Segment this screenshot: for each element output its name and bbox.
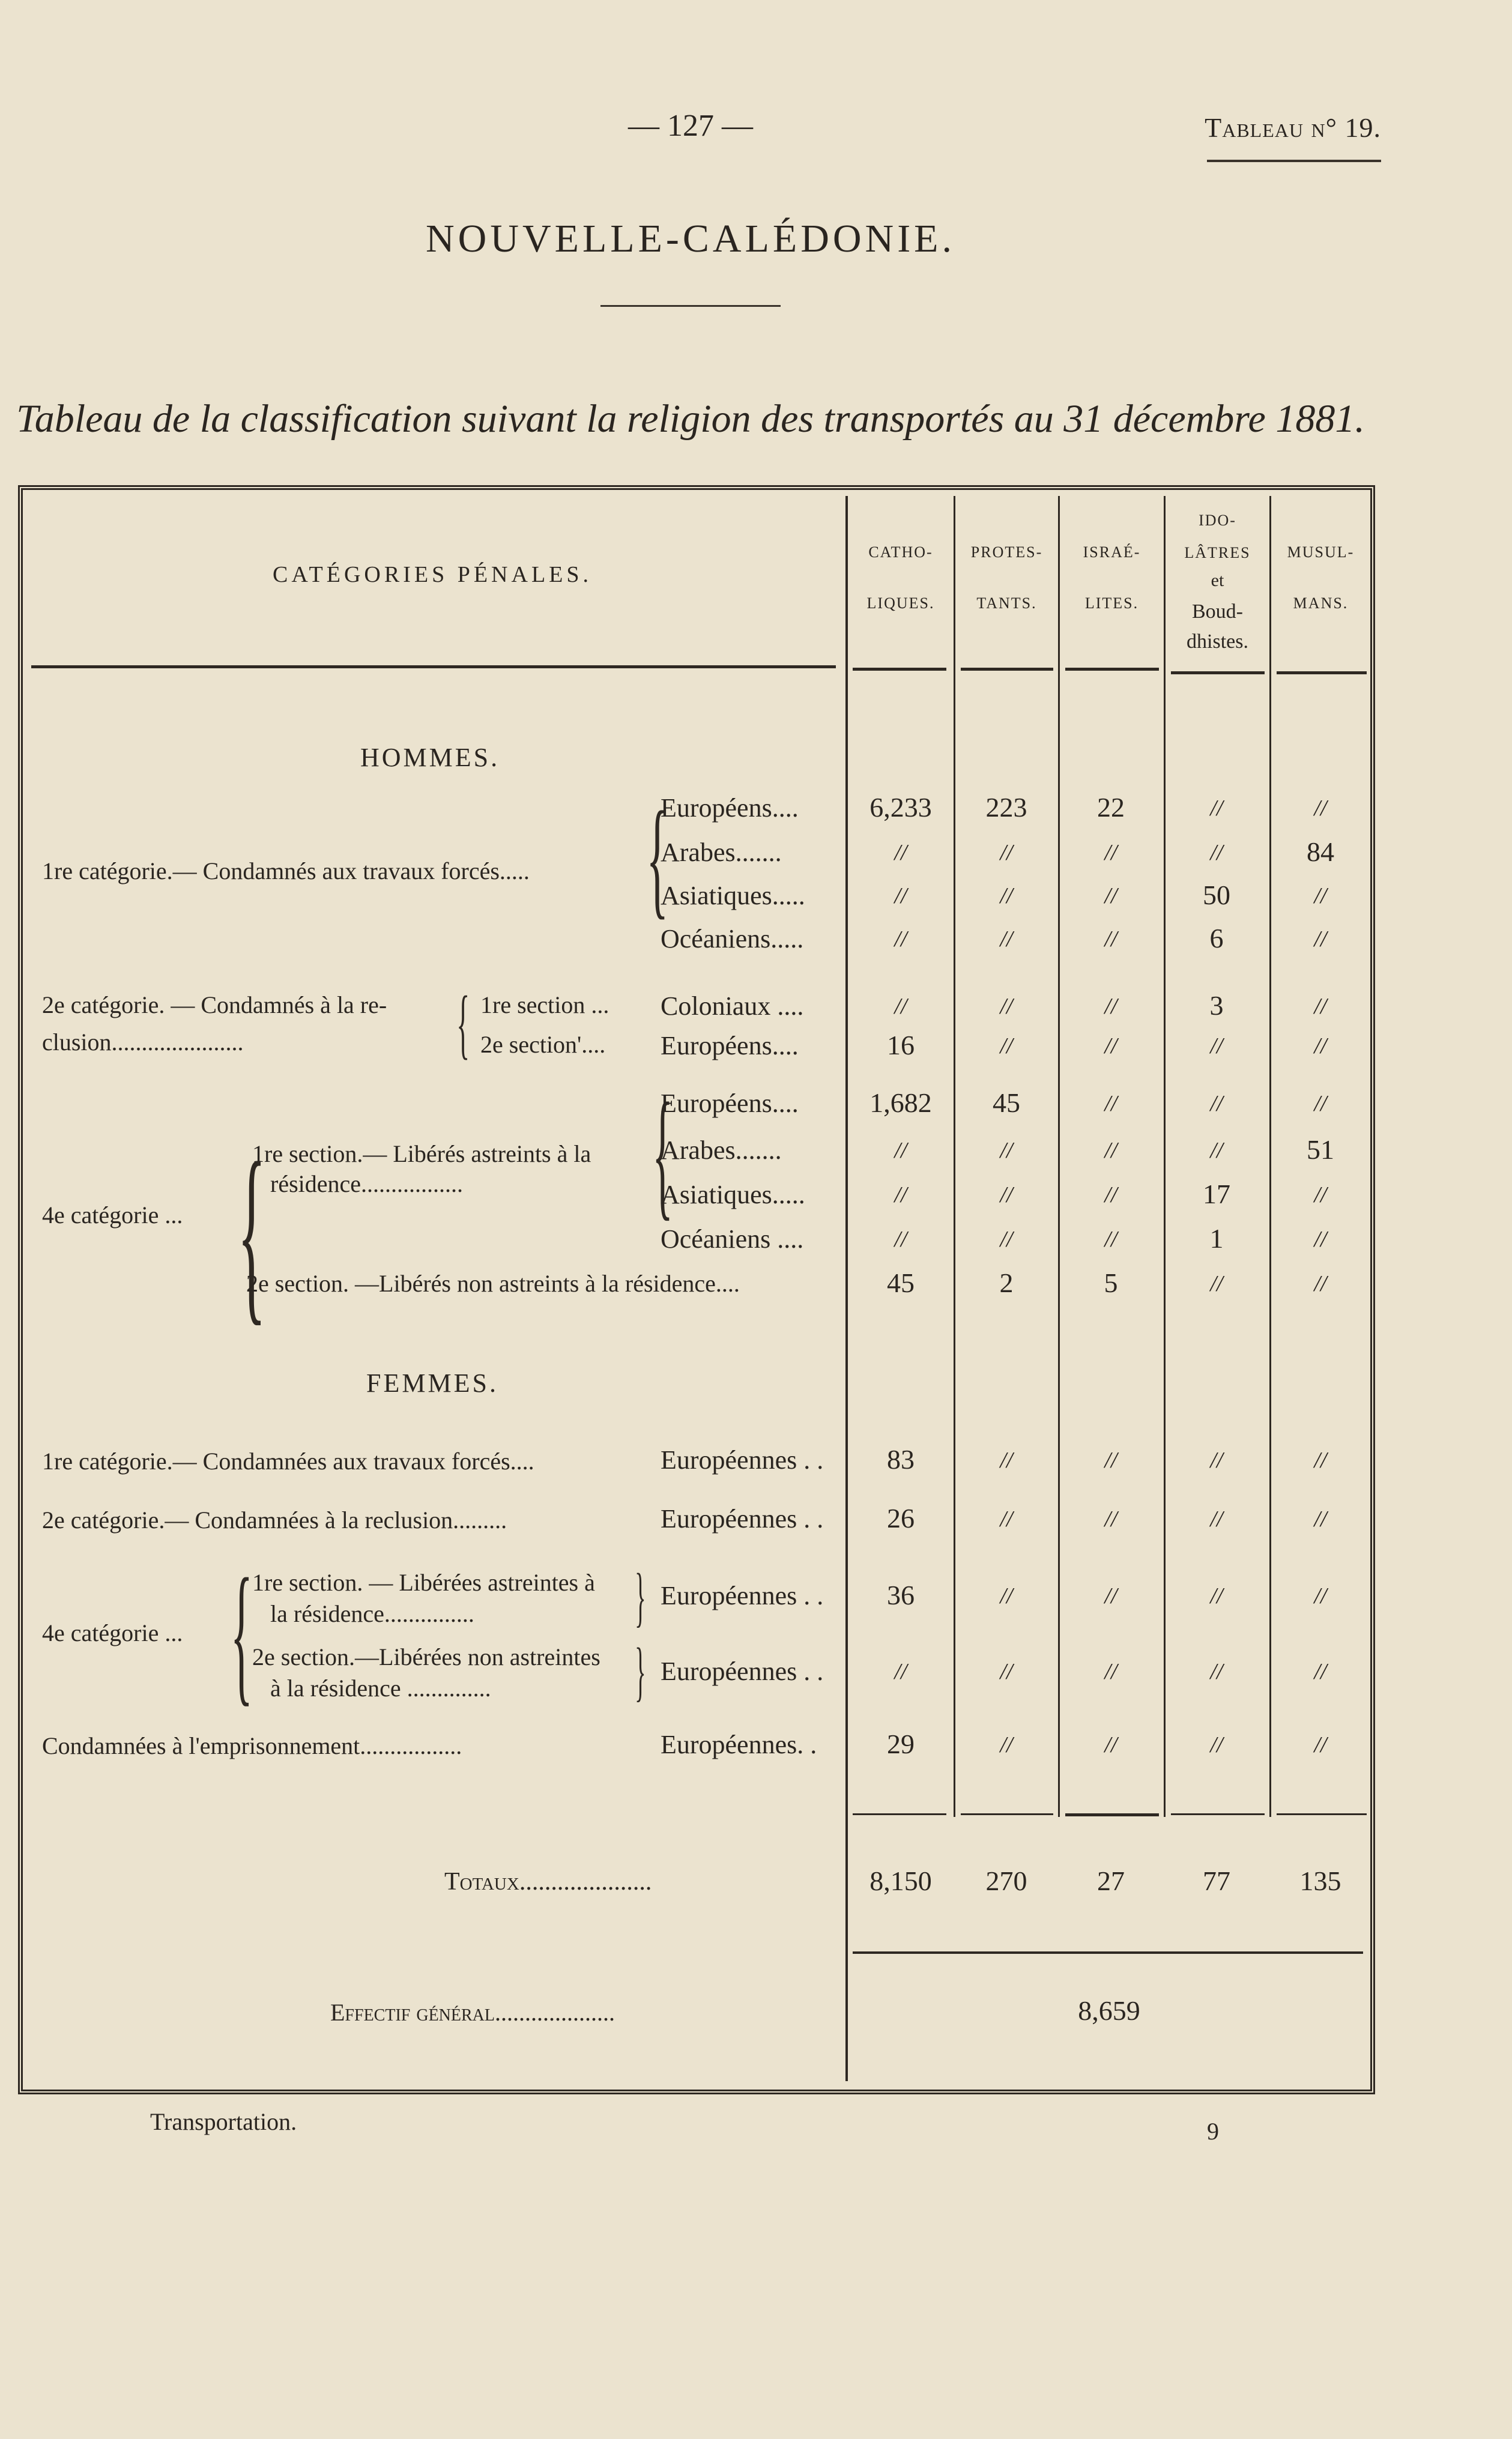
table-cell-r15-c2: //: [1104, 1732, 1117, 1757]
table-cell-r4-c4: //: [1314, 994, 1327, 1019]
total-rule-1: [853, 1813, 946, 1815]
table-cell-r12-c3: //: [1210, 1507, 1223, 1532]
hommes-cat2-origin-1: Coloniaux ....: [661, 991, 804, 1021]
col-header-idolatres-3: et: [1211, 570, 1224, 590]
page-number-line: — 127 —: [628, 109, 753, 143]
table-cell-r3-c4: //: [1314, 926, 1327, 952]
table-cell-r5-c1: //: [1000, 1033, 1013, 1059]
table-cell-r0-c1: 223: [985, 792, 1027, 823]
col-header-israelites-1: ISRAÉ-: [1083, 543, 1141, 561]
table-cell-r10-c4: //: [1314, 1271, 1327, 1296]
table-cell-r0-c0: 6,233: [869, 792, 932, 823]
hommes-cat2-origin-2: Européens....: [661, 1031, 799, 1060]
table-cell-r1-c3: //: [1210, 840, 1223, 865]
effectif-rule: [853, 1951, 1363, 1954]
table-cell-r9-c0: //: [894, 1227, 907, 1252]
table-cell-r3-c0: //: [894, 926, 907, 952]
table-cell-r8-c4: //: [1314, 1182, 1327, 1207]
total-rule-4: [1171, 1813, 1265, 1815]
table-cell-r5-c3: //: [1210, 1033, 1223, 1059]
table-cell-r7-c0: //: [894, 1138, 907, 1163]
table-cell-r4-c0: //: [894, 994, 907, 1019]
table-cell-r11-c2: //: [1104, 1448, 1117, 1473]
table-cell-r9-c4: //: [1314, 1227, 1327, 1252]
femmes-cat4-label: 4e catégorie ...: [42, 1619, 183, 1646]
table-cell-r13-c0: 36: [887, 1580, 915, 1610]
table-cell-r14-c1: //: [1000, 1659, 1013, 1684]
table-cell-r2-c1: //: [1000, 883, 1013, 908]
table-cell-r7-c3: //: [1210, 1138, 1223, 1163]
header-rule-cat: [31, 665, 836, 668]
hommes-cat2-section-2: 2e section'....: [480, 1031, 606, 1058]
table-cell-r12-c2: //: [1104, 1507, 1117, 1532]
hommes-cat1-origin-2: Arabes.......: [661, 838, 782, 867]
hommes-cat4-brace: {: [237, 1123, 266, 1342]
table-cell-r10-c0: 45: [887, 1268, 915, 1298]
table-cell-r14-c0: //: [894, 1659, 907, 1684]
hommes-cat1-origin-3: Asiatiques.....: [661, 881, 805, 910]
table-cell-r9-c1: //: [1000, 1227, 1013, 1252]
table-cell-r16-c0: 8,150: [869, 1866, 932, 1896]
table-cell-r16-c1: 270: [985, 1866, 1027, 1896]
header-rule-3: [1065, 668, 1159, 671]
table-cell-r12-c1: //: [1000, 1507, 1013, 1532]
femmes-cat4-s1-2: la résidence...............: [270, 1600, 474, 1627]
table-cell-r16-c4: 135: [1299, 1866, 1341, 1896]
col-header-protestants-1: PROTES-: [970, 543, 1043, 561]
hommes-cat4-section1-2: résidence.................: [270, 1170, 464, 1197]
femmes-cat4-s1-1: 1re section. — Libérées astreintes à: [252, 1569, 595, 1596]
table-cell-r14-c2: //: [1104, 1659, 1117, 1684]
table-cell-r1-c0: //: [894, 840, 907, 865]
table-cell-r1-c1: //: [1000, 840, 1013, 865]
table-cell-r5-c4: //: [1314, 1033, 1327, 1059]
col-header-musulmans-2: MANS.: [1293, 594, 1349, 612]
table-cell-r3-c3: 6: [1209, 923, 1224, 954]
table-cell-r4-c1: //: [1000, 994, 1013, 1019]
hommes-cat4-label: 4e catégorie ...: [42, 1201, 183, 1229]
femmes-cat4-s2-brace: {: [635, 1634, 646, 1708]
table-cell-r5-c0: 16: [887, 1030, 915, 1060]
header-rule-2: [961, 668, 1053, 671]
table-cell-r3-c2: //: [1104, 926, 1117, 952]
table-cell-r0-c2: 22: [1097, 792, 1125, 823]
femmes-emprisonnement-label: Condamnées à l'emprisonnement.................: [42, 1732, 462, 1759]
col-header-idolatres-5: dhistes.: [1187, 630, 1248, 653]
header-rule-5: [1277, 671, 1367, 674]
col-header-catholiques-2: LIQUES.: [866, 594, 935, 612]
hommes-cat1-brace: {: [646, 784, 669, 931]
header-rule-1: [853, 668, 946, 671]
hommes-cat1-origin-4: Océaniens.....: [661, 924, 804, 954]
total-rule-2: [961, 1813, 1053, 1815]
table-cell-r14-c4: //: [1314, 1659, 1327, 1684]
section-heading-femmes: FEMMES.: [366, 1368, 498, 1398]
table-cell-r0-c4: //: [1314, 796, 1327, 821]
table-cell-r10-c1: 2: [999, 1268, 1014, 1298]
table-cell-r11-c4: //: [1314, 1448, 1327, 1473]
page-number: 127: [667, 109, 714, 143]
femmes-cat4-s2-2: à la résidence ..............: [270, 1675, 491, 1702]
table-cell-r2-c3: 50: [1203, 880, 1230, 910]
footer-left: Transportation.: [150, 2108, 297, 2135]
table-cell-r9-c2: //: [1104, 1227, 1117, 1252]
femmes-cat4-s1-origin: Européennes . .: [661, 1581, 824, 1610]
femmes-cat1-origin: Européennes . .: [661, 1445, 824, 1475]
col-header-categories: CATÉGORIES PÉNALES.: [272, 562, 593, 587]
table-cell-r12-c0: 26: [887, 1503, 915, 1534]
table-label: Tableau n° 19.: [1205, 112, 1381, 143]
table-cell-r13-c1: //: [1000, 1583, 1013, 1609]
table-cell-r1-c2: //: [1104, 840, 1117, 865]
table-cell-r15-c3: //: [1210, 1732, 1223, 1757]
hommes-cat4-origin-4: Océaniens ....: [661, 1224, 804, 1254]
main-title: NOUVELLE-CALÉDONIE.: [426, 217, 955, 261]
table-cell-r13-c2: //: [1104, 1583, 1117, 1609]
table-cell-r3-c1: //: [1000, 926, 1013, 952]
table-cell-r11-c3: //: [1210, 1448, 1223, 1473]
table-cell-r1-c4: 84: [1307, 836, 1334, 867]
table-cell-r16-c2: 27: [1097, 1866, 1125, 1896]
table-cell-r8-c0: //: [894, 1182, 907, 1207]
header-rule-4: [1171, 671, 1265, 674]
table-cell-r4-c2: //: [1104, 994, 1117, 1019]
table-cell-r6-c4: //: [1314, 1091, 1327, 1116]
table-cell-r2-c4: //: [1314, 883, 1327, 908]
hommes-cat4-section1-1: 1re section.— Libérés astreints à la: [252, 1140, 591, 1167]
femmes-cat2-label: 2e catégorie.— Condamnées à la reclusion.........: [42, 1507, 507, 1534]
table-cell-r5-c2: //: [1104, 1033, 1117, 1059]
footer-right: 9: [1207, 2118, 1219, 2145]
femmes-cat2-origin: Européennes . .: [661, 1504, 824, 1534]
table-cell-r15-c0: 29: [887, 1729, 915, 1759]
table-cell-r10-c3: //: [1210, 1271, 1223, 1296]
table-cell-r7-c2: //: [1104, 1138, 1117, 1163]
total-rule-5: [1277, 1813, 1367, 1815]
table-cell-r6-c1: 45: [993, 1087, 1020, 1118]
femmes-cat4-s2-1: 2e section.—Libérées non astreintes: [252, 1643, 600, 1670]
section-heading-hommes: HOMMES.: [360, 743, 500, 772]
femmes-cat4-s2-origin: Européennes . .: [661, 1657, 824, 1686]
totaux-label: Totaux.....................: [444, 1868, 652, 1896]
table-cell-r0-c3: //: [1210, 796, 1223, 821]
col-header-idolatres-1: IDO-: [1199, 512, 1236, 529]
hommes-cat4-origin-1: Européens....: [661, 1089, 799, 1118]
hommes-cat4-origin-2: Arabes.......: [661, 1135, 782, 1165]
subtitle: Tableau de la classification suivant la religion des transportés au 31 décembre 1881.: [16, 397, 1365, 441]
table-cell-r7-c1: //: [1000, 1138, 1013, 1163]
table-cell-r8-c2: //: [1104, 1182, 1117, 1207]
col-header-idolatres-4: Boud-: [1192, 600, 1243, 623]
table-cell-r15-c1: //: [1000, 1732, 1013, 1757]
hommes-cat2-label-1: 2e catégorie. — Condamnés à la re-: [42, 991, 387, 1018]
table-cell-r14-c3: //: [1210, 1659, 1223, 1684]
table-cell-r10-c2: 5: [1104, 1268, 1118, 1298]
col-header-protestants-2: TANTS.: [976, 594, 1037, 612]
femmes-cat4-brace: {: [230, 1547, 253, 1720]
table-cell-r16-c3: 77: [1203, 1866, 1230, 1896]
hommes-cat4-section2: 2e section. —Libérés non astreints à la résidence....: [246, 1270, 740, 1297]
table-cell-r6-c2: //: [1104, 1091, 1117, 1116]
femmes-cat1-label: 1re catégorie.— Condamnées aux travaux forcés....: [42, 1448, 534, 1475]
table-cell-r9-c3: 1: [1209, 1223, 1224, 1254]
col-header-musulmans-1: MUSUL-: [1287, 543, 1355, 561]
table-cell-r15-c4: //: [1314, 1732, 1327, 1757]
table-cell-r11-c0: 83: [887, 1444, 915, 1475]
hommes-cat1-label: 1re catégorie.— Condamnés aux travaux forcés.....: [42, 857, 530, 884]
col-header-idolatres-2: LÂTRES: [1184, 544, 1251, 561]
hommes-cat4-rows-brace: {: [652, 1073, 673, 1233]
effectif-label: Effectif général....................: [330, 1999, 615, 2026]
title-rule: [600, 305, 781, 307]
effectif-value: 8,659: [1078, 1995, 1140, 2026]
table-cell-r2-c2: //: [1104, 883, 1117, 908]
col-header-catholiques-1: CATHO-: [868, 543, 933, 561]
table-cell-r6-c3: //: [1210, 1091, 1223, 1116]
total-rule-3: [1065, 1813, 1159, 1816]
table-cell-r7-c4: 51: [1307, 1134, 1334, 1165]
table-label-underline: [1207, 160, 1381, 162]
table-cell-r4-c3: 3: [1209, 990, 1224, 1021]
table-cell-r13-c4: //: [1314, 1583, 1327, 1609]
hommes-cat4-origin-3: Asiatiques.....: [661, 1180, 805, 1209]
table-cell-r13-c3: //: [1210, 1583, 1223, 1609]
hommes-cat2-label-2: clusion......................: [42, 1029, 244, 1056]
table-cell-r8-c1: //: [1000, 1182, 1013, 1207]
hommes-cat1-origin-1: Européens....: [661, 793, 799, 823]
col-header-israelites-2: LITES.: [1084, 594, 1139, 612]
table-cell-r6-c0: 1,682: [869, 1087, 932, 1118]
table-cell-r11-c1: //: [1000, 1448, 1013, 1473]
hommes-cat2-brace: {: [456, 981, 470, 1067]
femmes-cat4-s1-brace: {: [635, 1560, 646, 1633]
table-cell-r2-c0: //: [894, 883, 907, 908]
table-cell-r12-c4: //: [1314, 1507, 1327, 1532]
table-cell-r8-c3: 17: [1203, 1179, 1230, 1209]
hommes-cat2-section-1: 1re section ...: [480, 991, 609, 1018]
femmes-emprisonnement-origin: Européennes. .: [661, 1730, 817, 1759]
